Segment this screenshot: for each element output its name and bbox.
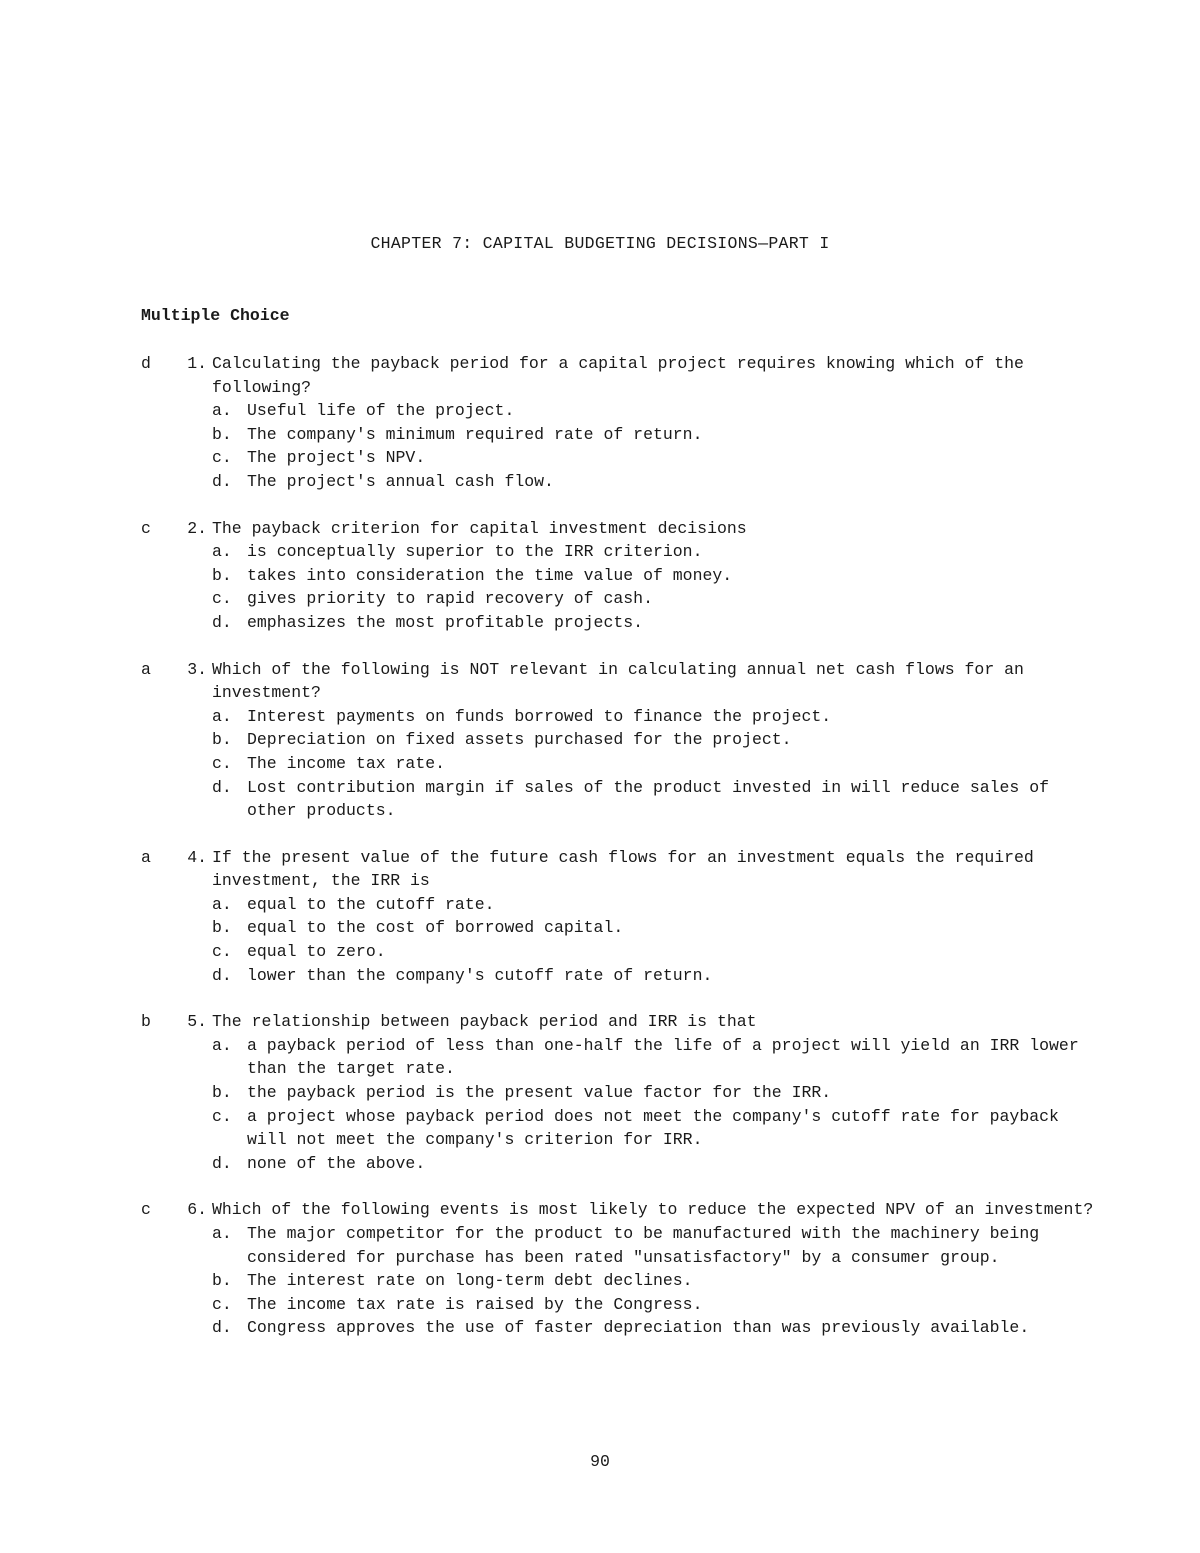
option-b — [212, 1269, 1101, 1293]
option-letter: b. — [212, 1271, 232, 1291]
question-1 — [141, 352, 1101, 494]
answer-key: b — [141, 1012, 151, 1032]
option-letter: d. — [212, 612, 232, 632]
option-text: The project's NPV. — [247, 448, 426, 468]
option-text: emphasizes the most profitable projects. — [247, 612, 644, 632]
option-d — [212, 1152, 1101, 1176]
option-text: Useful life of the project. — [247, 401, 515, 421]
option-a — [212, 1222, 1101, 1269]
option-text: Interest payments on funds borrowed to finance the project. — [247, 706, 832, 726]
question-stem: If the present value of the future cash flows for an investment equals the required investment, the IRR is — [212, 847, 1044, 891]
option-c — [212, 446, 1101, 470]
option-b — [212, 728, 1101, 752]
answer-key: c — [141, 518, 151, 538]
option-text: The income tax rate. — [247, 753, 446, 773]
option-letter: c. — [212, 1106, 232, 1126]
option-text: The interest rate on long-term debt declines. — [247, 1271, 693, 1291]
answer-key: a — [141, 659, 151, 679]
answer-key: d — [141, 354, 151, 373]
option-letter: a. — [212, 706, 232, 726]
option-letter: a. — [212, 894, 232, 914]
question-stem: Which of the following is NOT relevant in calculating annual net cash flows for an investment? — [212, 659, 1034, 703]
page-number: 90 — [590, 1452, 610, 1471]
option-list — [212, 705, 1101, 823]
question-number: 5. — [187, 1012, 207, 1032]
option-text: Congress approves the use of faster depreciation than was previously available. — [247, 1318, 1030, 1338]
option-letter: a. — [212, 1224, 232, 1243]
option-list — [212, 540, 1101, 634]
question-number: 3. — [187, 659, 207, 679]
option-text: lower than the company's cutoff rate of return. — [247, 965, 713, 985]
question-number: 6. — [187, 1200, 207, 1220]
option-b — [212, 1081, 1101, 1105]
question-number: 2. — [187, 518, 207, 538]
option-text: a payback period of less than one-half the life of a project will yield an IRR lower than the target rate. — [247, 1035, 1079, 1079]
option-letter: c. — [212, 1294, 232, 1314]
option-d — [212, 964, 1101, 988]
option-b — [212, 916, 1101, 940]
option-letter: d. — [212, 777, 232, 797]
chapter-title: CHAPTER 7: CAPITAL BUDGETING DECISIONS—PART I — [370, 234, 830, 253]
option-text: takes into consideration the time value of money. — [247, 565, 733, 585]
option-a — [212, 893, 1101, 917]
option-letter: d. — [212, 471, 232, 491]
option-text: gives priority to rapid recovery of cash. — [247, 589, 653, 609]
question-4 — [141, 846, 1101, 988]
option-text: Depreciation on fixed assets purchased for the project. — [247, 730, 792, 750]
question-number: 1. — [187, 354, 207, 373]
option-text: equal to the cost of borrowed capital. — [247, 918, 624, 938]
option-a — [212, 1034, 1101, 1081]
option-text: the payback period is the present value factor for the IRR. — [247, 1083, 832, 1103]
option-d — [212, 776, 1101, 823]
option-list — [212, 1222, 1101, 1340]
option-text: Lost contribution margin if sales of the product invested in will reduce sales of other products. — [247, 777, 1050, 821]
option-b — [212, 423, 1101, 447]
option-letter: a. — [212, 542, 232, 562]
question-number: 4. — [187, 847, 207, 867]
section-heading: Multiple Choice — [141, 306, 290, 325]
option-list — [212, 893, 1101, 987]
option-c — [212, 752, 1101, 776]
option-letter: b. — [212, 730, 232, 750]
question-stem: Calculating the payback period for a capital project requires knowing which of the following? — [212, 354, 1034, 397]
option-a — [212, 399, 1101, 423]
option-text: is conceptually superior to the IRR criterion. — [247, 542, 703, 562]
question-stem: The relationship between payback period and IRR is that — [212, 1012, 757, 1032]
option-letter: c. — [212, 589, 232, 609]
option-c — [212, 1293, 1101, 1317]
option-letter: b. — [212, 565, 232, 585]
option-letter: d. — [212, 1318, 232, 1338]
question-stem: The payback criterion for capital investment decisions — [212, 518, 747, 538]
option-text: The company's minimum required rate of return. — [247, 424, 703, 444]
option-d — [212, 1316, 1101, 1340]
option-text: equal to the cutoff rate. — [247, 894, 495, 914]
option-text: a project whose payback period does not meet the company's cutoff rate for payback will not meet the company's criterion for IRR. — [247, 1106, 1059, 1150]
question-list — [141, 352, 1101, 1363]
option-c — [212, 587, 1101, 611]
option-letter: a. — [212, 1035, 232, 1055]
option-b — [212, 564, 1101, 588]
option-list — [212, 399, 1101, 493]
option-list — [212, 1034, 1101, 1176]
option-c — [212, 940, 1101, 964]
option-letter: c. — [212, 448, 232, 468]
option-text: equal to zero. — [247, 942, 386, 962]
option-letter: c. — [212, 753, 232, 773]
question-3 — [141, 658, 1101, 823]
option-d — [212, 470, 1101, 494]
option-text: The major competitor for the product to be manufactured with the machinery being considered for purchase has been rated "unsatisfactory" by a consumer group. — [247, 1224, 1040, 1267]
option-letter: b. — [212, 424, 232, 444]
answer-key: c — [141, 1200, 151, 1220]
option-letter: b. — [212, 918, 232, 938]
option-a — [212, 705, 1101, 729]
option-a — [212, 540, 1101, 564]
option-letter: d. — [212, 965, 232, 985]
option-letter: d. — [212, 1153, 232, 1173]
option-c — [212, 1105, 1101, 1152]
question-stem: Which of the following events is most likely to reduce the expected NPV of an investment? — [212, 1200, 1094, 1220]
question-6 — [141, 1198, 1101, 1340]
option-text: none of the above. — [247, 1153, 426, 1173]
option-text: The income tax rate is raised by the Congress. — [247, 1294, 703, 1314]
option-letter: a. — [212, 401, 232, 421]
option-text: The project's annual cash flow. — [247, 471, 554, 491]
question-2 — [141, 517, 1101, 635]
option-letter: b. — [212, 1083, 232, 1103]
answer-key: a — [141, 847, 151, 867]
question-5 — [141, 1010, 1101, 1175]
option-d — [212, 611, 1101, 635]
option-letter: c. — [212, 942, 232, 962]
